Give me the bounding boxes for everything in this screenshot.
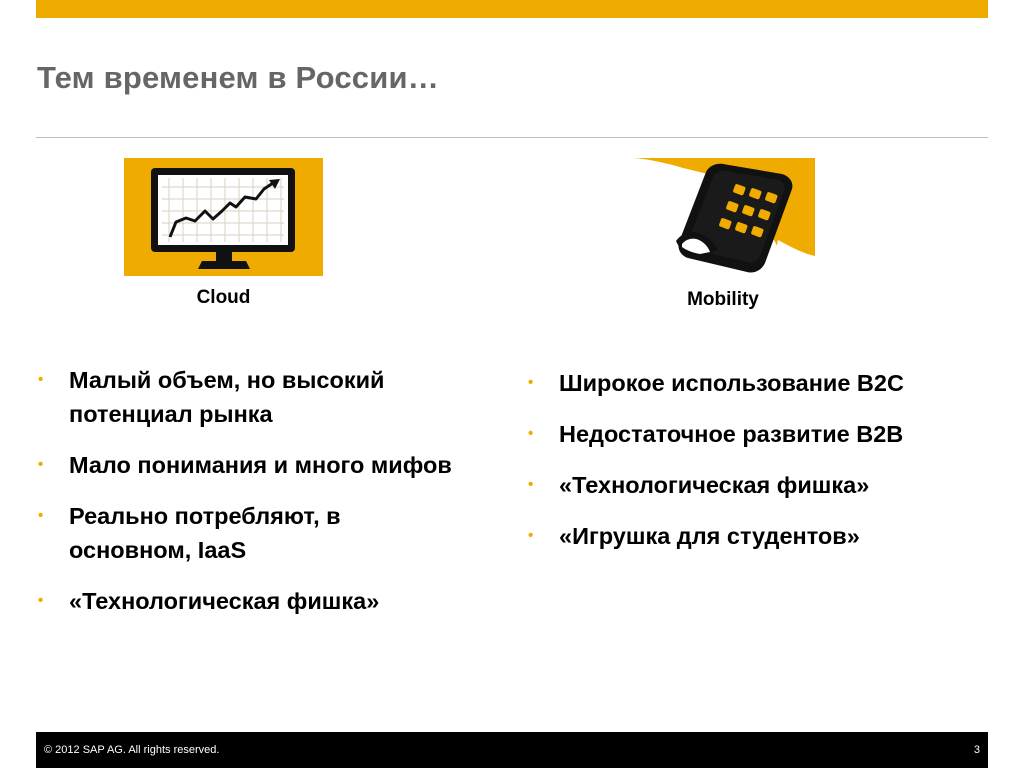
- cloud-bullet-item: [38, 363, 468, 431]
- bullet-marker: •: [38, 592, 44, 609]
- monitor-growth-chart-icon: [124, 158, 323, 276]
- mobility-bullet-item: [528, 366, 998, 400]
- mobility-bullet-list: [528, 366, 998, 570]
- mobility-bullet-text: «Игрушка для студентов»: [559, 523, 860, 549]
- mobility-bullet-item: [528, 468, 998, 502]
- cloud-bullet-item: [38, 499, 468, 567]
- phone-in-hand-icon: [631, 158, 815, 275]
- cloud-bullet-item: [38, 448, 468, 482]
- cloud-bullet-text: Малый объем, но высокий потенциал рынка: [69, 367, 385, 427]
- slide-title: Тем временем в России…: [37, 60, 439, 95]
- bullet-marker: •: [528, 374, 534, 391]
- footer-bar: [36, 732, 988, 768]
- cloud-caption: Cloud: [196, 287, 251, 308]
- mobility-bullet-text: Недостаточное развитие B2B: [559, 421, 904, 447]
- cloud-image: [124, 158, 323, 276]
- bullet-marker: •: [38, 456, 44, 473]
- mobility-caption: Mobility: [687, 289, 759, 310]
- cloud-bullet-list: [38, 363, 468, 635]
- bullet-marker: •: [38, 507, 44, 524]
- title-divider: [36, 137, 988, 138]
- bullet-marker: •: [38, 371, 44, 388]
- top-accent-bar: [36, 0, 988, 18]
- page-number: 3: [973, 744, 980, 756]
- mobility-image: [631, 158, 815, 275]
- mobility-bullet-text: «Технологическая фишка»: [559, 472, 870, 498]
- mobility-bullet-item: [528, 519, 998, 553]
- bullet-marker: •: [528, 527, 534, 544]
- copyright-text: © 2012 SAP AG. All rights reserved.: [44, 744, 220, 756]
- bullet-marker: •: [528, 476, 534, 493]
- cloud-bullet-text: Реально потребляют, в основном, IaaS: [69, 503, 341, 563]
- cloud-bullet-text: Мало понимания и много мифов: [69, 452, 452, 478]
- bullet-marker: •: [528, 425, 534, 442]
- cloud-bullet-item: [38, 584, 468, 618]
- mobility-bullet-text: Широкое использование B2C: [559, 370, 904, 396]
- cloud-bullet-text: «Технологическая фишка»: [69, 588, 380, 614]
- mobility-bullet-item: [528, 417, 998, 451]
